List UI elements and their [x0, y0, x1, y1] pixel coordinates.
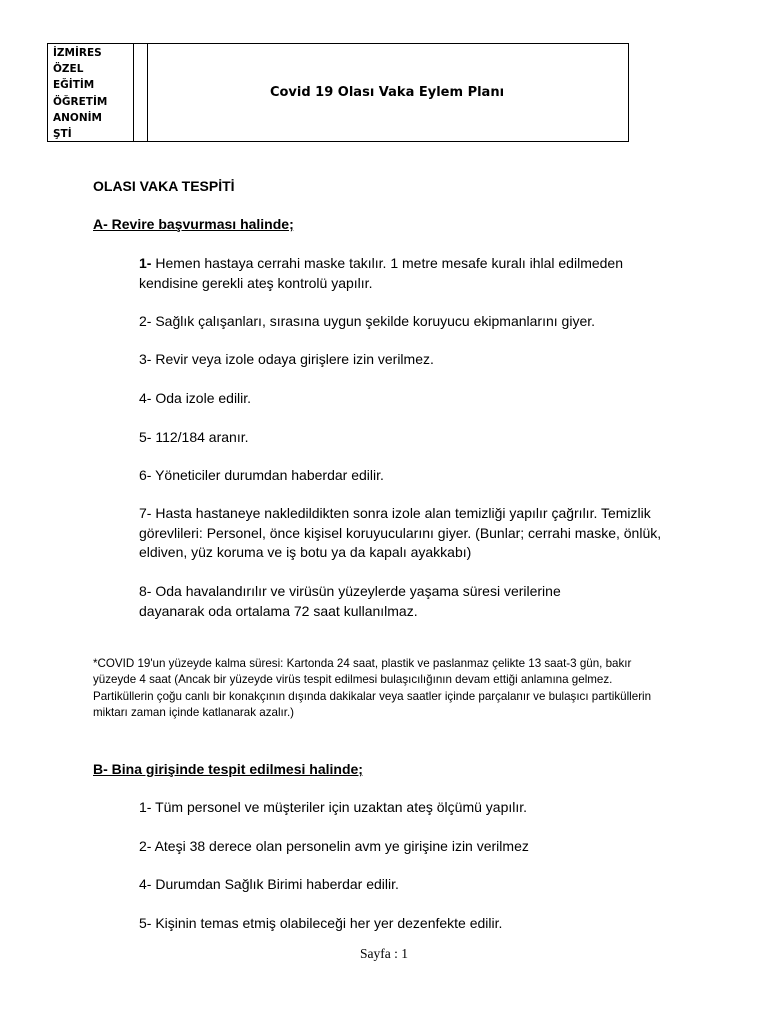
company-name-line: EĞİTİM: [53, 79, 95, 92]
list-item: 8- Oda havalandırılır ve virüsün yüzeylerde yaşama süresi verilerine dayanarak oda ortalama 72 saat kullanılmaz.: [139, 583, 561, 619]
list-item: 1- Tüm personel ve müşteriler için uzaktan ateş ölçümü yapılır.: [139, 799, 528, 815]
company-name-line: ANONİM: [53, 111, 102, 124]
company-name-line: ÖĞRETİM: [53, 95, 108, 108]
document-header-table: [47, 43, 629, 142]
list-item-text: Hemen hastaya cerrahi maske takılır. 1 metre mesafe kuralı ihlal edilmeden kendisine gerekli ateş kontrolü yapılır.: [139, 255, 623, 291]
header-spacer-cell: [134, 44, 148, 141]
company-name-line: İZMİRES: [53, 47, 102, 59]
company-name-line: ÖZEL: [53, 63, 84, 76]
covid-surface-note: *COVID 19'un yüzeyde kalma süresi: Kartonda 24 saat, plastik ve paslanmaz çelikte 13 saat-3 gün, bakır yüzeyde 4 saat (Ancak bir yüzeyde virüs tespit edilmesi bulaşıcılığının devam ettiği anlamına gelmez. Partiküllerin çoğu canlı bir konakçının dışında dakikalar veya saatler içinde parçalanır ve bulaşıcı partiküllerin miktarı zaman içinde katlanarak azalır.): [93, 657, 652, 719]
list-item: 4- Oda izole edilir.: [139, 390, 252, 406]
company-name-cell: [48, 44, 134, 141]
list-item: 2- Ateşi 38 derece olan personelin avm ye girişine izin verilmez: [139, 838, 529, 854]
list-item: 7- Hasta hastaneye nakledildikten sonra izole alan temizliği yapılır çağrılır. Temizlik görevlileri: Personel, önce kişisel koruyucularını giyer. (Bunlar; cerrahi maske, önlük, eldiven, yüz koruma ve iş botu ya da kapalı ayakkabı): [139, 505, 662, 560]
document-title: Covid 19 Olası Vaka Eylem Planı: [269, 85, 505, 100]
section-main-title: OLASI VAKA TESPİTİ: [93, 178, 235, 194]
list-item: 4- Durumdan Sağlık Birimi haberdar edilir.: [139, 876, 399, 892]
section-b-title: B- Bina girişinde tespit edilmesi halinde;: [93, 761, 363, 777]
page-number-footer: Sayfa : 1: [360, 946, 408, 961]
list-item: 5- Kişinin temas etmiş olabileceği her yer dezenfekte edilir.: [139, 915, 503, 931]
list-item: 3- Revir veya izole odaya girişlere izin verilmez.: [139, 351, 434, 367]
list-item: 6- Yöneticiler durumdan haberdar edilir.: [139, 467, 384, 483]
list-item: [139, 254, 659, 293]
list-item: 5- 112/184 aranır.: [139, 429, 249, 445]
list-item: 2- Sağlık çalışanları, sırasına uygun şekilde koruyucu ekipmanlarını giyer.: [139, 313, 596, 329]
list-item-number: 1-: [139, 255, 152, 271]
company-name-line: ŞTİ: [53, 128, 72, 141]
document-title-cell: [148, 44, 628, 141]
section-a-title: A- Revire başvurması halinde;: [93, 216, 294, 232]
